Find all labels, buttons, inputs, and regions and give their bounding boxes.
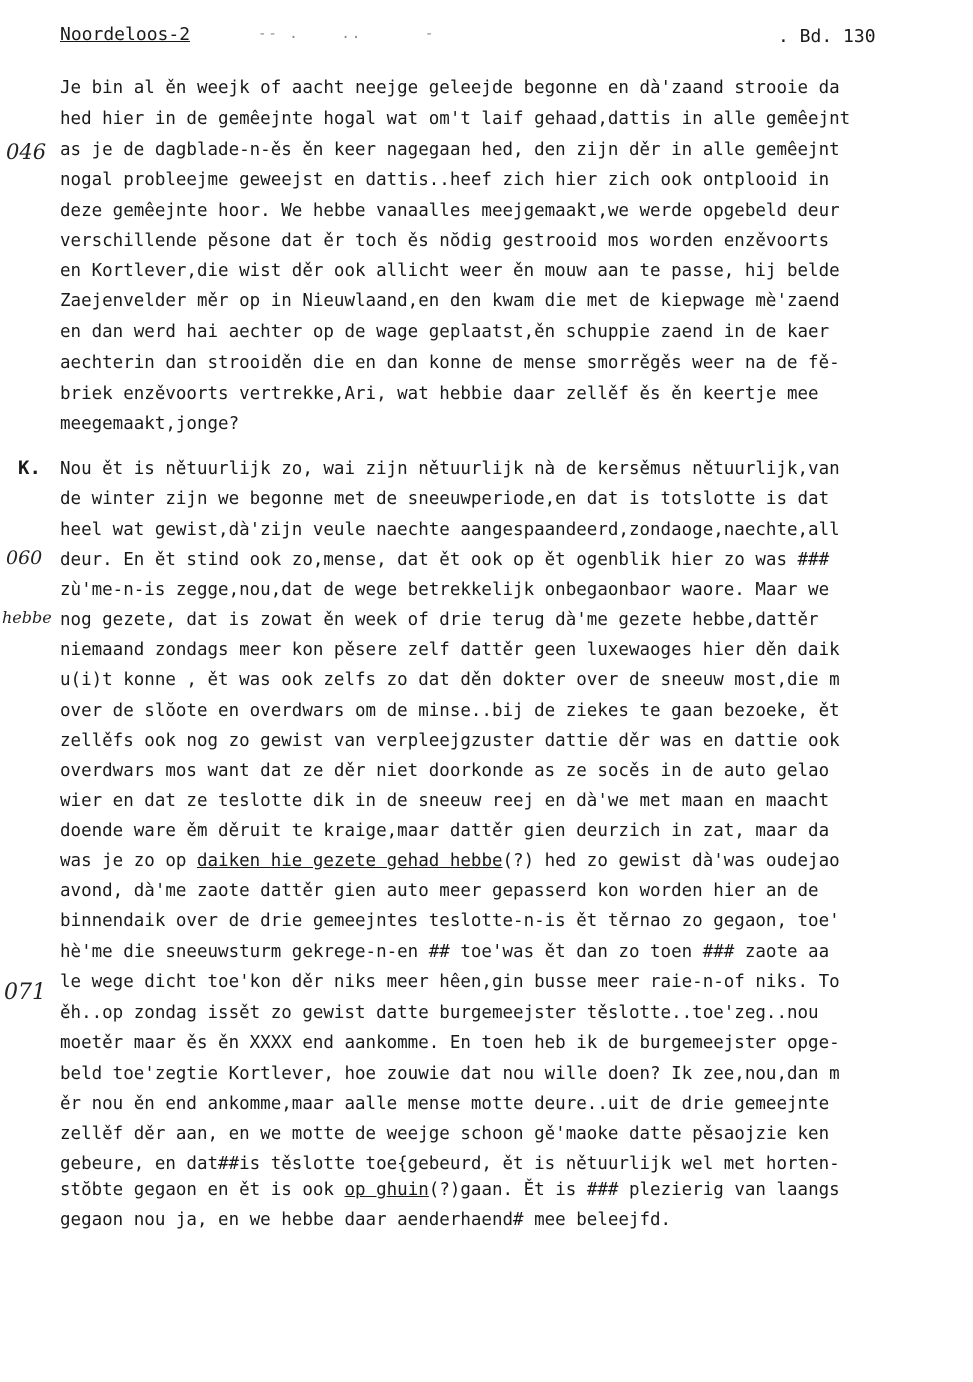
document-header-title: Noordeloos-2 [60, 24, 191, 45]
underlined-phrase: op ghuin [344, 1180, 429, 1200]
text-line: heel wat gewist,dà'zijn veule naechte aangespaandeerd,zondaoge,naechte,all [60, 520, 840, 540]
text-line: deur. En ět stind ook zo,mense, dat ět ook op ět ogenblik hier zo was ### [60, 550, 830, 570]
text-line: gebeure, en dat##is těslotte toe{gebeurd, ět is nětuurlijk wel met horten- [60, 1154, 840, 1174]
text-line [60, 849, 972, 873]
header-marks: -- . .. - [258, 26, 436, 42]
text-line: niemaand zondags meer kon pěsere zelf dattěr geen luxewaoges hier děn daik [60, 640, 840, 660]
text-line: avond, dà'me zaote dattěr gien auto meer gepasserd kon worden hier an de [60, 881, 819, 901]
text-line: briek enzěvoorts vertrekke,Ari, wat hebbie daar zellěf ěs ěn keertje mee [60, 384, 819, 404]
text-line: en Kortlever,die wist děr ook allicht weer ěn mouw aan te passe, hij belde [60, 261, 840, 281]
page-number: . Bd. 130 [778, 26, 876, 47]
text-line: moetěr maar ěs ěn XXXX end aankomme. En toen heb ik de burgemeejster opge- [60, 1033, 840, 1053]
text-line: zù'me-n-is zegge,nou,dat de wege betrekkelijk onbegaonbaor waore. Maar we [60, 580, 830, 600]
text-line: Zaejenvelder měr op in Nieuwlaand,en den kwam die met de kiepwage mè'zaend [60, 291, 840, 311]
margin-note-hebbe: hebbe [2, 608, 52, 627]
text-line: aechterin dan strooiděn die en dan konne de mense smorrěgěs weer na de fě- [60, 353, 840, 373]
text-line: binnendaik over de drie gemeejntes teslotte-n-is ět těrnao zo gegaon, toe' [60, 911, 840, 931]
text-line: zellěf děr aan, en we motte de weejge schoon gě'maoke datte pěsaojzie ken [60, 1124, 830, 1144]
text-line: zellěfs ook nog zo gewist van verpleejgzuster dattie děr was en dattie ook [60, 731, 840, 751]
margin-note-060: 060 [6, 547, 43, 569]
text-line: as je de dagblade-n-ěs ěn keer nagegaan hed, den zijn děr in alle gemêejnt [60, 140, 840, 160]
text-line: le wege dicht toe'kon děr niks meer hêen,gin busse meer raie-n-of niks. To [60, 972, 840, 992]
underlined-phrase: daiken hie gezete gehad hebbe [196, 851, 503, 871]
text-line: verschillende pěsone dat ěr toch ěs nŏdig gestrooid mos worden enzěvoorts [60, 231, 830, 251]
text-line: u(i)t konne , ět was ook zelfs zo dat děn dokter over de sneeuw most,die m [60, 670, 840, 690]
speaker-label-k: K. [18, 457, 41, 479]
text-line: gegaon nou ja, en we hebbe daar aenderhaend# mee beleejfd. [60, 1210, 672, 1230]
text-segment: (?)gaan. Ět is ### plezierig van laangs [428, 1180, 840, 1200]
text-line: hed hier in de gemêejnte hogal wat om't laif gehaad,dattis in alle gemêejnt [60, 109, 851, 129]
text-segment: was je zo op [60, 851, 197, 871]
text-segment: (?) hed zo gewist dà'was oudejao [502, 851, 840, 871]
margin-note-071: 071 [4, 980, 46, 1005]
text-line: Nou ět is nětuurlijk zo, wai zijn nětuurlijk nà de kersěmus nětuurlijk,van [60, 459, 840, 479]
text-line: overdwars mos want dat ze děr niet doorkonde as ze socěs in de auto gelao [60, 761, 830, 781]
text-line: nogal probleejme geweejst en dattis..heef zich hier zich ook ontplooid in [60, 170, 830, 190]
text-line: ěh..op zondag issět zo gewist datte burgemeejster těslotte..toe'zeg..nou [60, 1003, 819, 1023]
text-line: hè'me die sneeuwsturm gekrege-n-en ## toe'was ět dan zo toen ### zaote aa [60, 942, 830, 962]
text-line: en dan werd hai aechter op de wage geplaatst,ěn schuppie zaend in de kaer [60, 322, 830, 342]
text-line: wier en dat ze teslotte dik in de sneeuw reej en dà'we met maan en maacht [60, 791, 830, 811]
text-line: de winter zijn we begonne met de sneeuwperiode,en dat is totslotte is dat [60, 489, 830, 509]
text-line: nog gezete, dat is zowat ěn week of drie terug dà'me gezete hebbe,dattěr [60, 610, 819, 630]
text-segment: stŏbte gegaon en ět is ook [60, 1180, 345, 1200]
margin-note-046: 046 [6, 140, 47, 164]
text-line: doende ware ěm děruit te kraige,maar dattěr gien deurzich in zat, maar da [60, 821, 830, 841]
text-line: meegemaakt,jonge? [60, 414, 240, 434]
text-line: beld toe'zegtie Kortlever, hoe zouwie dat nou wille doen? Ik zee,nou,dan m [60, 1064, 840, 1084]
text-line [60, 1178, 972, 1202]
text-line: deze gemêejnte hoor. We hebbe vanaalles meejgemaakt,we werde opgebeld deur [60, 201, 840, 221]
text-line: Je bin al ěn weejk of aacht neejge geleejde begonne en dà'zaand strooie da [60, 78, 840, 98]
text-line: over de slŏote en overdwars om de minse..bij de ziekes te gaan bezoeke, ět [60, 701, 840, 721]
text-line: ěr nou ěn end ankomme,maar aalle mense motte deure..uit de drie gemeejnte [60, 1094, 830, 1114]
